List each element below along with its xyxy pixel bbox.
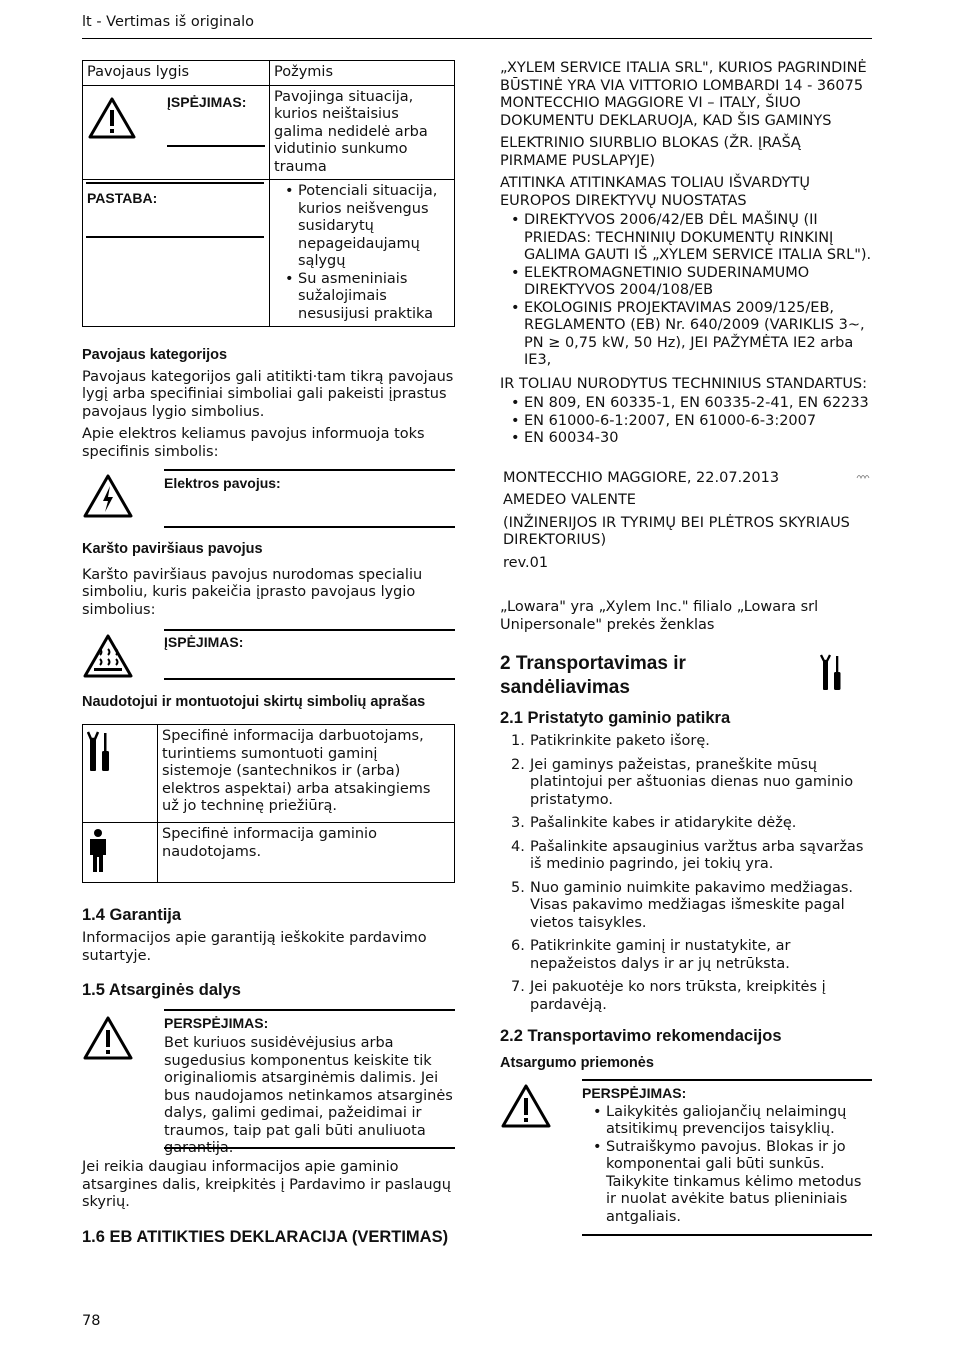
caution-triangle-icon (500, 1083, 552, 1129)
warranty-heading: 1.4 Garantija (82, 906, 182, 924)
categories-heading: Pavojaus kategorijos (82, 347, 228, 363)
step-number: 6. (511, 938, 525, 954)
categories-paragraph-2: Apie elektros keliamus pavojus informuoja toks specifinis simbolis: (82, 426, 425, 460)
list-item (511, 838, 872, 874)
list-item (511, 815, 872, 833)
list-item: • EN 809, EN 60335-1, EN 60335-2-41, EN 62233 (524, 395, 872, 413)
signatory-name: AMEDEO VALENTE (503, 492, 636, 508)
rule (164, 1009, 455, 1011)
list-item: • Sutraiškymo pavojus. Blokas ir jo komponentai gali būti sunkūs. Taikykite tinkamus kėlimo metodus ir nuolat avėkite batus plieniniais antgaliais. (606, 1139, 872, 1227)
warning-triangle-icon (87, 96, 137, 140)
right-column (500, 60, 872, 1239)
col-header-sign: Požymis (270, 61, 455, 86)
hot-surface-paragraph: Karšto paviršiaus pavojus nurodomas specialiu simboliu, kuris pakeičia įprasto pavojaus lygio simbolius: (82, 566, 423, 618)
transport-heading: 2 Transportavimas ir sandėliavimas (500, 653, 686, 698)
tools-cell (83, 725, 158, 823)
list-item (511, 979, 872, 1014)
hot-surface-heading: Karšto paviršiaus pavojus (82, 541, 263, 557)
note-description (270, 180, 455, 327)
directives-list (500, 212, 872, 370)
signature-block (500, 470, 872, 573)
user-cell (83, 823, 158, 883)
tools-description: Specifinė informacija darbuotojams, turintiems sumontuoti gaminį sistemoje (santechnikos ir (arba) elektros aspektai) arba atsakingiems už jo techninę priežiūrą. (158, 725, 455, 823)
step-number: 3. (511, 815, 525, 831)
step-text: Pašalinkite apsauginius varžtus arba sąvaržas iš medinio pagrindo, jei tokių yra. (530, 838, 864, 872)
delivery-inspection-heading: 2.1 Pristatyto gaminio patikra (500, 709, 731, 727)
step-text: Jei pakuotėje ko nors trūksta, kreipkitės į pardavėją. (530, 979, 826, 1013)
revision: rev.01 (503, 554, 549, 571)
transport-caution-block (500, 1079, 872, 1239)
standards-list (500, 395, 872, 448)
warranty-text: Informacijos apie garantiją ieškokite pardavimo sutartyje. (82, 930, 427, 964)
user-symbols-table (82, 724, 455, 883)
rule (582, 1234, 872, 1236)
list-item (511, 733, 872, 751)
list-item: • EN 61000-6-1:2007, EN 61000-6-3:2007 (524, 413, 872, 431)
list-item: • EKOLOGINIS PROJEKTAVIMAS 2009/125/EB, REGLAMENTO (EB) Nr. 640/2009 (VARIKLIS 3~, PN ≥ 0,75 kW, 50 Hz), JEI PAŽYMĖTA IE2 arba IE3, (524, 300, 872, 370)
page-number: 78 (82, 1313, 101, 1329)
warning-level-cell (83, 85, 270, 180)
note-label: PASTABA: (87, 190, 158, 206)
note-level-cell (83, 180, 270, 327)
step-number: 7. (511, 979, 525, 995)
signatory-title: (INŽINERIJOS IR TYRIMŲ BEI PLĖTROS SKYRIAUS DIREKTORIUS) (503, 514, 850, 548)
spare-parts-more-info: Jei reikia daugiau informacijos apie gaminio atsargines dalis, kreipkitės į Pardavimo ir paslaugų skyrių. (82, 1159, 451, 1210)
col-header-level: Pavojaus lygis (83, 61, 270, 86)
rule (164, 629, 455, 631)
inspection-steps (500, 733, 872, 1014)
declaration-conforms: ATITINKA ATITINKAMAS TOLIAU IŠVARDYTŲ EUROPOS DIREKTYVŲ NUOSTATAS (500, 175, 810, 209)
list-item: • Su asmeniniais sužalojimais nesusijusi praktika (298, 271, 450, 324)
step-number: 2. (511, 756, 525, 773)
left-column (82, 60, 455, 1252)
transport-heading-block (500, 652, 872, 702)
categories-paragraph: Pavojaus kategorijos gali atitikti·tam tikrą pavojaus lygį arba specifiniai simboliai gali pakeisti įprastus pavojaus lygio simbolius. (82, 368, 454, 420)
step-text: Pašalinkite kabes ir atidarykite dėžę. (530, 815, 797, 831)
place-date: MONTECCHIO MAGGIORE, 22.07.2013 (503, 469, 780, 486)
user-symbols-heading: Naudotojui ir montuotojui skirtų simbolių aprašas (82, 694, 426, 710)
electric-hazard-block (82, 469, 455, 535)
user-description: Specifinė informacija gaminio naudotojams. (158, 823, 455, 883)
tools-icon (820, 654, 846, 692)
rule (164, 526, 455, 528)
person-icon (87, 829, 153, 873)
list-item: • EN 60034-30 (524, 430, 872, 448)
caution-label: PERSPĖJIMAS: (164, 1015, 269, 1031)
step-number: 1. (511, 733, 525, 749)
rule (164, 1147, 455, 1149)
rule (582, 1079, 872, 1081)
signature-mark (856, 472, 870, 480)
header-rule (82, 38, 872, 39)
step-number: 5. (511, 879, 525, 896)
caution-label: PERSPĖJIMAS: (582, 1084, 687, 1101)
list-item: • DIREKTYVOS 2006/42/EB DĖL MAŠINŲ (II PRIEDAS: TECHNINIŲ DOKUMENTŲ RINKINĮ GALIMA GAUTI IŠ „XYLEM SERVICE ITALIA SRL"). (524, 212, 872, 265)
electric-hazard-icon (82, 473, 134, 519)
rule (164, 678, 455, 680)
step-text: Nuo gaminio nuimkite pakavimo medžiagas. Visas pakavimo medžiagas išmeskite pagal vietos taisykles. (530, 879, 853, 931)
hot-surface-icon (82, 633, 134, 679)
list-item: • Potenciali situacija, kurios neišvengus susidarytų nepageidaujamų sąlygų (298, 183, 450, 271)
page-header: lt - Vertimas iš originalo (82, 14, 254, 30)
hot-surface-label: ĮSPĖJIMAS: (164, 634, 244, 650)
hot-surface-block (82, 629, 455, 685)
tools-icon (87, 731, 153, 773)
eb-declaration-heading: 1.6 EB ATITIKTIES DEKLARACIJA (VERTIMAS) (82, 1227, 449, 1246)
list-item: • ELEKTROMAGNETINIO SUDERINAMUMO DIREKTYVOS 2004/108/EB (524, 265, 872, 300)
declaration-product: ELEKTRINIO SIURBLIO BLOKAS (ŽR. ĮRAŠĄ PIRMAME PUSLAPYJE) (500, 135, 801, 169)
spare-parts-caution-block (82, 1009, 455, 1156)
warning-description: Pavojinga situacija, kurios neištaisius galima nedidelė arba vidutinio sunkumo trauma (270, 85, 455, 180)
note-underline (86, 236, 264, 238)
electric-hazard-label: Elektros pavojus: (164, 475, 281, 491)
list-item: • Laikykitės galiojančių nelaimingų atsitikimų prevencijos taisyklių. (606, 1104, 872, 1139)
list-item (511, 756, 872, 810)
precautions-heading: Atsargumo priemonės (500, 1055, 654, 1071)
caution-triangle-icon (82, 1015, 134, 1061)
declaration-standards-intro: IR TOLIAU NURODYTUS TECHNINIUS STANDARTUS: (500, 375, 868, 392)
warning-label: ĮSPĖJIMAS: (167, 93, 247, 110)
hazard-level-table (82, 60, 455, 327)
rule (164, 469, 455, 471)
step-text: Jei gaminys pažeistas, praneškite mūsų platintojui per aštuonias dienas nuo gaminio pristatymo. (530, 756, 854, 808)
list-item (511, 938, 872, 973)
spare-parts-heading: 1.5 Atsarginės dalys (82, 981, 241, 999)
declaration-intro: „XYLEM SERVICE ITALIA SRL", KURIOS PAGRINDINĖ BŪSTINĖ YRA VIA VITTORIO LOMBARDI 14 - 36075 MONTECCHIO MAGGIORE VI – ITALY, ŠIUO DOKUMENTU DEKLARUOJA, KAD ŠIS GAMINYS (500, 60, 867, 129)
list-item (511, 879, 872, 933)
trademark-note: „Lowara" yra „Xylem Inc." filialo „Lowara srl Unipersonale" prekės ženklas (500, 599, 819, 633)
step-text: Patikrinkite gaminį ir nustatykite, ar nepažeistos dalys ir ar jų netrūksta. (530, 938, 791, 972)
transport-recommendations-heading: 2.2 Transportavimo rekomendacijos (500, 1027, 782, 1045)
warning-underline (167, 145, 265, 147)
caution-text: Bet kuriuos susidėvėjusius arba sugedusius komponentus keiskite tik originaliomis atsarginėmis dalimis. Jei bus naudojamos netinkamos atsarginės dalys, galimi gedimai, pažeidimai ir traumos, taip pat gali būti anuliuota garantija. (164, 1035, 453, 1156)
step-text: Patikrinkite paketo išorę. (530, 733, 710, 749)
transport-warning-list (582, 1104, 872, 1227)
note-overline (86, 182, 264, 184)
step-number: 4. (511, 838, 525, 855)
